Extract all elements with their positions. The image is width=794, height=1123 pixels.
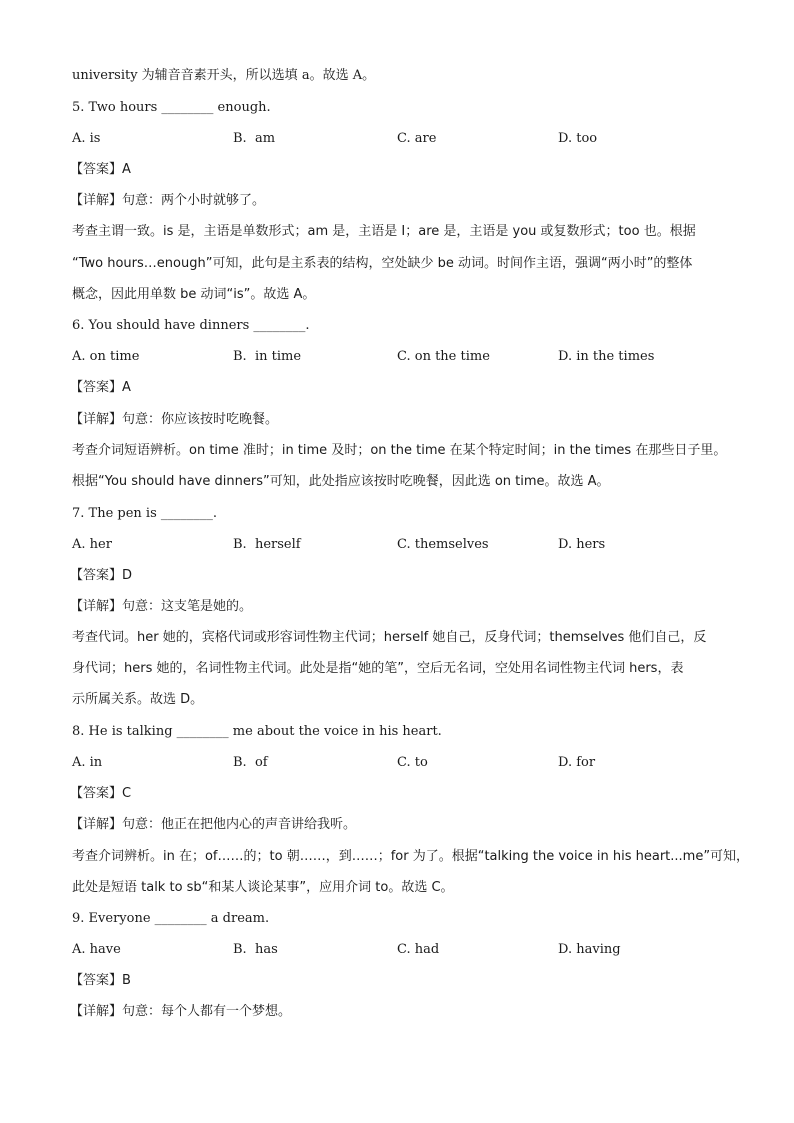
option-d: D. too <box>558 131 598 146</box>
explanation-line: 根据“You should have dinners”可知，此处指应该按时吃晚餐，因此选 on time。故选 A。 <box>72 474 610 489</box>
explanation-line: 考查代词。her 她的，宾格代词或形容词性物主代词；herself 她自己，反身代词；themselves 他们自己，反 <box>72 630 707 645</box>
detail-label: 【详解】句意：你应该按时吃晚餐。 <box>70 412 279 427</box>
answer-label: 【答案】D <box>70 568 133 583</box>
detail-label: 【详解】句意：他正在把他内心的声音讲给我听。 <box>70 817 357 832</box>
answer-label: 【答案】A <box>70 162 131 177</box>
question-6-stem: 6. You should have dinners ________. <box>72 318 310 333</box>
option-c: C. themselves <box>397 537 489 552</box>
option-c: C. on the time <box>397 349 490 364</box>
explanation-line: 考查介词短语辨析。on time 准时；in time 及时；on the time 在某个特定时间；in the times 在那些日子里。 <box>72 443 727 458</box>
question-9-stem: 9. Everyone ________ a dream. <box>72 911 270 926</box>
explanation-line: 此处是短语 talk to sb“和某人谈论某事”，应用介词 to。故选 C。 <box>72 880 454 895</box>
question-6-options <box>72 349 732 365</box>
option-a: A. on time <box>72 349 140 364</box>
explanation-line: 考查主谓一致。is 是，主语是单数形式；am 是，主语是 I；are 是，主语是 you 或复数形式；too 也。根据 <box>72 224 696 239</box>
explanation-line: 概念，因此用单数 be 动词“is”。故选 A。 <box>72 287 316 302</box>
answer-label: 【答案】A <box>70 380 131 395</box>
option-a: A. in <box>72 755 103 770</box>
option-c: C. to <box>397 755 428 770</box>
option-d: D. hers <box>558 537 606 552</box>
question-9-options <box>72 942 732 958</box>
question-5-stem: 5. Two hours ________ enough. <box>72 100 271 115</box>
intro-text: university 为辅音音素开头，所以选填 a。故选 A。 <box>72 68 376 83</box>
detail-label: 【详解】句意：每个人都有一个梦想。 <box>70 1004 292 1019</box>
option-b: B. in time <box>233 349 302 364</box>
option-b: B. am <box>233 131 276 146</box>
question-8-options <box>72 755 732 771</box>
question-8-stem: 8. He is talking ________ me about the voice in his heart. <box>72 724 442 739</box>
option-a: A. is <box>72 131 101 146</box>
option-a: A. have <box>72 942 121 957</box>
question-7-options <box>72 537 732 553</box>
option-b: B. herself <box>233 537 301 552</box>
explanation-line: “Two hours…enough”可知，此句是主系表的结构，空处缺少 be 动词。时间作主语，强调“两小时”的整体 <box>72 256 693 271</box>
option-c: C. had <box>397 942 440 957</box>
question-5-options <box>72 131 732 147</box>
detail-label: 【详解】句意：这支笔是她的。 <box>70 599 253 614</box>
option-c: C. are <box>397 131 437 146</box>
option-d: D. for <box>558 755 596 770</box>
question-7-stem: 7. The pen is ________. <box>72 506 218 521</box>
option-a: A. her <box>72 537 112 552</box>
explanation-line: 身代词；hers 她的，名词性物主代词。此处是指“她的笔”，空后无名词，空处用名词性物主代词 hers，表 <box>72 661 684 676</box>
option-b: B. has <box>233 942 278 957</box>
answer-label: 【答案】C <box>70 786 132 801</box>
detail-label: 【详解】句意：两个小时就够了。 <box>70 193 266 208</box>
explanation-line: 示所属关系。故选 D。 <box>72 692 204 707</box>
explanation-line: 考查介词辨析。in 在；of……的；to 朝……，到……；for 为了。根据“talking the voice in his heart...me”可知， <box>72 849 750 864</box>
option-b: B. of <box>233 755 268 770</box>
option-d: D. in the times <box>558 349 655 364</box>
option-d: D. having <box>558 942 621 957</box>
answer-label: 【答案】B <box>70 973 131 988</box>
